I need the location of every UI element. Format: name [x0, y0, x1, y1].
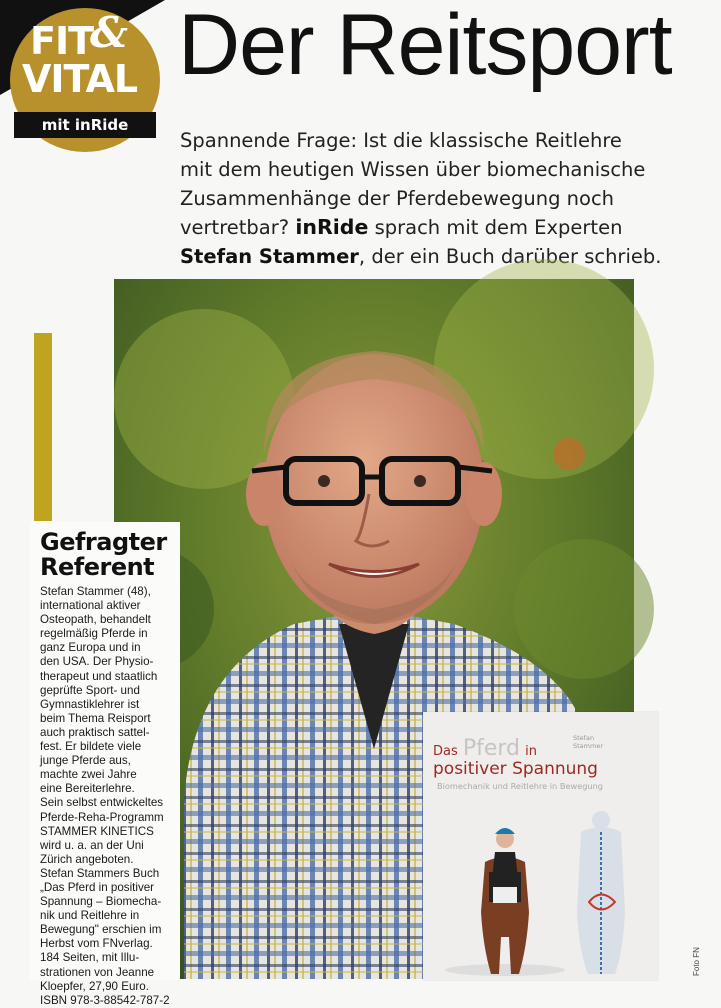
sidebar-line: strationen von Jeanne — [40, 965, 155, 979]
intro-line — [180, 213, 705, 242]
sidebar-line: Osteopath, behandelt — [40, 613, 151, 627]
intro-text: , der ein Buch darüber schrieb. — [358, 245, 662, 268]
sidebar-line: Spannung – Biomecha- — [40, 895, 162, 909]
book-title-das: Das — [433, 744, 458, 759]
sidebar-line: Kloepfer, 27,90 Euro. — [40, 979, 149, 993]
intro-line: Zusammenhänge der Pferdebewegung noch — [180, 187, 615, 210]
sidebar-line: wird u. a. an der Uni — [40, 838, 144, 852]
intro-text: vertretbar? — [180, 216, 290, 239]
sidebar-line: beim Thema Reisport — [40, 711, 151, 725]
sidebar-line: Stefan Stammer (48), — [40, 585, 151, 598]
sidebar-line: Stefan Stammers Buch — [40, 866, 160, 880]
intro-text: sprach mit dem Experten — [374, 216, 623, 239]
sidebar-line: eine Bereiterlehre. — [40, 782, 135, 796]
brand-name: inRide — [295, 215, 369, 239]
badge-fit-text: FIT — [30, 19, 94, 63]
sidebar-line: regelmäßig Pferde in — [40, 627, 148, 641]
intro-paragraph — [180, 126, 705, 271]
sidebar-line: 184 Seiten, mit Illu- — [40, 951, 140, 965]
sidebar-box — [30, 522, 180, 1007]
book-title-in: in — [525, 744, 537, 759]
sidebar-body — [40, 585, 180, 1008]
intro-line — [180, 242, 705, 271]
book-cover — [423, 712, 658, 980]
sidebar-line: „Das Pferd in positiver — [40, 880, 155, 894]
page-title: Der Reitsport — [178, 0, 672, 93]
sidebar-line: Sein selbst entwickeltes — [40, 796, 164, 810]
intro-line: mit dem heutigen Wissen über biomechanische — [180, 158, 646, 181]
sidebar-line: Pferde-Reha-Programm — [40, 810, 164, 824]
book-author-last: Stammer — [573, 742, 603, 750]
sidebar-heading-line: Gefragter — [40, 528, 167, 556]
badge-ampersand: & — [90, 8, 128, 57]
sidebar-line: ISBN 978-3-88542-787-2 — [40, 993, 170, 1007]
sidebar-line: Gymnastiklehrer ist — [40, 697, 140, 711]
badge-strip: mit inRide — [14, 112, 156, 138]
book-title-pferd: Pferd — [462, 736, 521, 761]
sidebar-line: STAMMER KINETICS — [40, 824, 154, 838]
sidebar-heading-line: Referent — [40, 553, 155, 581]
sidebar-line: machte zwei Jahre — [40, 768, 137, 782]
sidebar-line: den USA. Der Physio- — [40, 655, 154, 669]
book-subtitle: Biomechanik und Reitlehre in Bewegung — [437, 781, 604, 791]
book-title-line2: positiver Spannung — [433, 759, 598, 779]
sidebar-line: ganz Europa und in — [40, 641, 141, 655]
sidebar-line: Bewegung" erschien im — [40, 923, 162, 937]
sidebar-line: therapeut und staatlich — [40, 669, 158, 683]
sidebar-line: auch praktisch sattel- — [40, 725, 150, 739]
photo-credit: Foto FN — [692, 947, 701, 976]
intro-line: Spannende Frage: Ist die klassische Reitlehre — [180, 129, 622, 152]
accent-bar — [34, 333, 52, 521]
sidebar-line: Herbst vom FNverlag. — [40, 937, 153, 951]
sidebar-line: nik und Reitlehre in — [40, 909, 140, 923]
book-author-first: Stefan — [573, 734, 595, 742]
book-illustration — [423, 712, 658, 980]
sidebar-line: junge Pferde aus, — [40, 754, 131, 768]
sidebar-line: international aktiver — [40, 599, 141, 613]
sidebar-line: Zürich angeboten. — [40, 852, 134, 866]
sidebar-heading — [40, 530, 180, 580]
sidebar-line: fest. Er bildete viele — [40, 740, 142, 754]
badge-vital-text: VITAL — [22, 57, 138, 101]
expert-name: Stefan Stammer — [180, 245, 359, 268]
sidebar-line: geprüfte Sport- und — [40, 683, 140, 697]
